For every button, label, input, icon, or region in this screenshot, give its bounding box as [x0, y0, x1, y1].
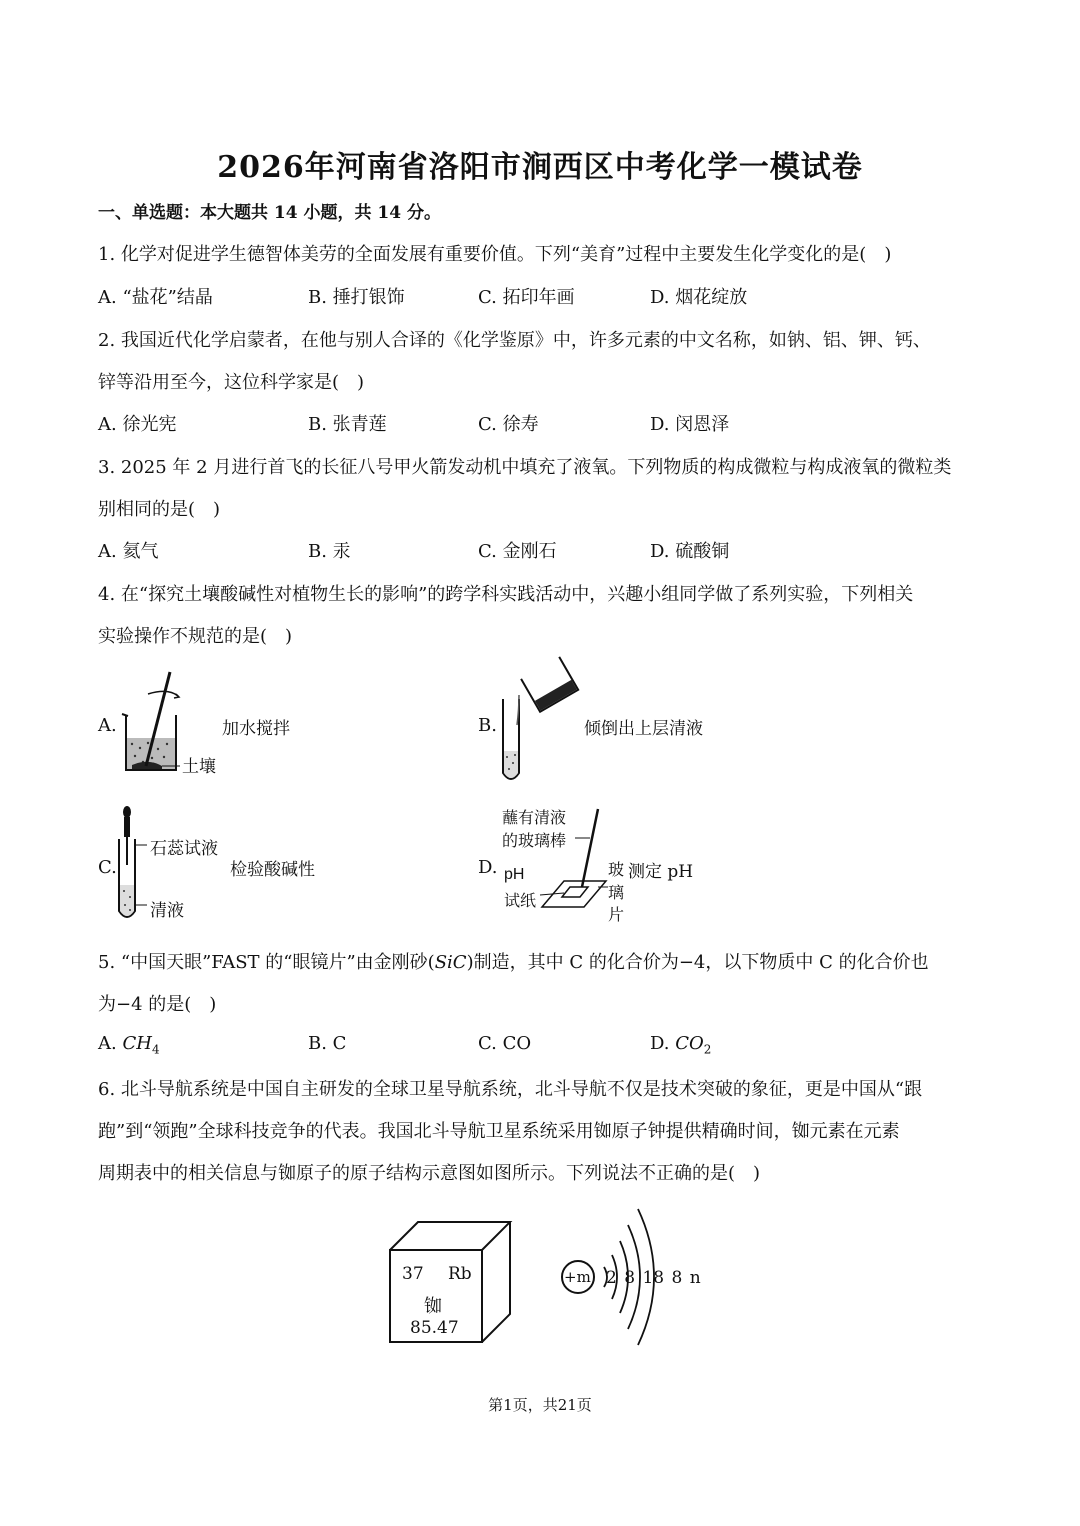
q4-a-letter: A. [98, 715, 117, 736]
q3-stem-line1: 3. 2025 年 2 月进行首飞的长征八号甲火箭发动机中填充了液氧。下列物质的构成微粒与构成液氧的微粒类 [98, 457, 952, 478]
q2-option-c: C. 徐寿 [478, 414, 539, 435]
q5-option-a-subscript: 4 [151, 1042, 160, 1057]
q5-option-c-formula: CO [502, 1033, 532, 1054]
litmus-test-tube-illustration [115, 805, 155, 925]
q3-stem-line2: 别相同的是( ) [98, 499, 221, 520]
q5-option-d-letter: D. [650, 1033, 676, 1054]
q4-c-caption: 检验酸碱性 [230, 860, 315, 880]
q5-option-a-formula: CH [122, 1033, 152, 1054]
element-name: 铷 [424, 1296, 442, 1317]
ph-test-illustration [540, 805, 610, 915]
q3-option-c: C. 金刚石 [478, 541, 557, 562]
element-atomic-mass: 85.47 [410, 1318, 459, 1338]
q4-stem-line1: 4. 在“探究土壤酸碱性对植物生长的影响”的跨学科实践活动中，兴趣小组同学做了系列实验，下列相关 [98, 584, 914, 605]
q5-option-c-letter: C. [478, 1033, 503, 1054]
q4-c-letter: C. [98, 857, 117, 878]
q5-option-b-letter: B. [308, 1033, 333, 1054]
q6-stem-line1: 6. 北斗导航系统是中国自主研发的全球卫星导航系统，北斗导航不仅是技术突破的象征，更是中国从“跟 [98, 1079, 923, 1100]
q2-option-d: D. 闵恩泽 [650, 414, 730, 435]
q5-formula-sic: SiC [434, 952, 467, 973]
q1-option-a: A. “盐花”结晶 [98, 287, 213, 308]
q2-option-a: A. 徐光宪 [98, 414, 177, 435]
q4-d-rod-label-1: 蘸有清液 [502, 808, 567, 827]
q5-option-d-formula: CO [675, 1033, 704, 1054]
q4-d-rod-label-2: 的玻璃棒 [502, 831, 567, 850]
element-symbol: Rb [448, 1264, 472, 1284]
atom-shell-electrons: 2 8 18 8 n [606, 1268, 701, 1288]
pouring-liquid-illustration [495, 655, 595, 790]
q4-d-glass-char-3: 片 [608, 905, 625, 924]
q4-d-letter: D. [478, 857, 498, 878]
q4-c-litmus-label: 石蕊试液 [150, 839, 218, 859]
q4-d-glass-char-2: 璃 [608, 883, 625, 902]
q3-option-d: D. 硫酸铜 [650, 541, 730, 562]
q4-b-caption: 倾倒出上层清液 [584, 719, 703, 739]
q4-d-glass-char-1: 玻 [608, 860, 625, 879]
q2-option-b: B. 张青莲 [308, 414, 387, 435]
q5-option-b [308, 1033, 346, 1054]
q5-option-b-formula: C [332, 1033, 347, 1054]
element-atomic-number: 37 [402, 1264, 424, 1284]
q5-stem-line2: 为−4 的是( ) [98, 994, 217, 1015]
q4-d-ph-label: pH [504, 866, 525, 883]
q6-stem-line2: 跑”到“领跑”全球科技竞争的代表。我国北斗导航卫星系统采用铷原子钟提供精确时间，铷元素在元素 [98, 1121, 900, 1142]
q3-option-a: A. 氦气 [98, 541, 159, 562]
q4-c-liquid-label: 清液 [150, 901, 184, 921]
q1-stem: 1. 化学对促进学生德智体美劳的全面发展有重要价值。下列“美育”过程中主要发生化学变化的是( ) [98, 244, 892, 265]
q5-stem-post: )制造，其中 C 的化合价为−4，以下物质中 C 的化合价也 [466, 952, 929, 973]
q4-b-letter: B. [478, 715, 497, 736]
q4-a-soil-label: 土壤 [182, 757, 216, 777]
q5-option-a-letter: A. [98, 1033, 123, 1054]
q5-stem-line1 [98, 948, 929, 974]
q5-option-a [98, 1033, 160, 1057]
q5-option-d-subscript: 2 [703, 1042, 712, 1057]
q4-d-caption: 测定 pH [628, 862, 694, 882]
beaker-stirring-illustration [118, 670, 188, 780]
q4-d-paper-label: 试纸 [504, 891, 537, 910]
q2-stem-line1: 2. 我国近代化学启蒙者，在他与别人合译的《化学鉴原》中，许多元素的中文名称，如钠、铝、钾、钙、 [98, 330, 931, 351]
page-footer: 第1页，共21页 [488, 1396, 592, 1414]
page-title: 2026年河南省洛阳市涧西区中考化学一模试卷 [217, 150, 863, 185]
q1-option-c: C. 拓印年画 [478, 287, 575, 308]
q6-stem-line3: 周期表中的相关信息与铷原子的原子结构示意图如图所示。下列说法不正确的是( ) [98, 1163, 761, 1184]
q1-option-d: D. 烟花绽放 [650, 287, 748, 308]
section-heading: 一、单选题：本大题共 14 小题，共 14 分。 [98, 203, 441, 223]
atom-nucleus-label: +m [564, 1268, 591, 1286]
q5-stem-pre: 5. “中国天眼”FAST 的“眼镜片”由金刚砂( [98, 952, 435, 973]
q5-option-c [478, 1033, 531, 1054]
q4-a-caption: 加水搅拌 [222, 719, 290, 739]
q3-option-b: B. 汞 [308, 541, 351, 562]
q4-stem-line2: 实验操作不规范的是( ) [98, 626, 293, 647]
q5-option-d [650, 1033, 711, 1057]
q1-option-b: B. 捶打银饰 [308, 287, 405, 308]
q2-stem-line2: 锌等沿用至今，这位科学家是( ) [98, 372, 365, 393]
